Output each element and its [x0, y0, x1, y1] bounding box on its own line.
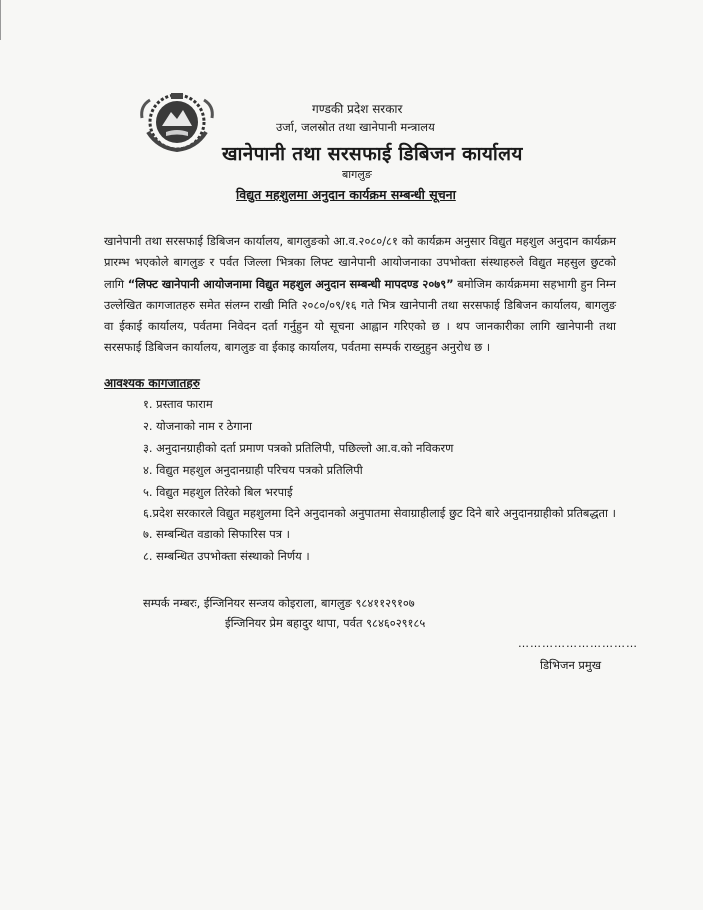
requirements-heading: आवश्यक कागजातहरु [104, 376, 200, 390]
body-emphasis: “लिफ्ट खानेपानी आयोजनामा विद्युत महशुल अनुदान सम्बन्धी मापदण्ड २०७९” [127, 276, 454, 291]
signature-title: डिभिजन प्रमुख [540, 658, 602, 672]
ministry-name: उर्जा, जलस्रोत तथा खानेपानी मन्त्रालय [276, 120, 435, 134]
list-item: ८. सम्बन्धित उपभोक्ता संस्थाको निर्णय । [143, 549, 310, 563]
notice-body [104, 231, 616, 359]
contact-line-1: सम्पर्क नम्बरः, ईन्जिनियर सन्जय कोइराला, बागलुङ ९८४११२९१०७ [143, 596, 415, 610]
notice-subject: विद्युत महशुलमा अनुदान कार्यक्रम सम्बन्धी सूचना [236, 187, 456, 202]
list-item: ४. विद्युत महशुल अनुदानग्राही परिचय पत्रको प्रतिलिपी [143, 463, 363, 477]
body-part-2: बमोजिम कार्यक्रममा सहभागी हुन निम्न उल्लेखित कागजातहरु समेत संलग्न राखी मिति २०८०/०९/१६ गते भित्र खानेपानी तथा सरसफाई डिबिजन कार्यालय, बागलुङ वा ईकाई कार्यालय, पर्वतमा निवेदन दर्ता गर्नुहुन यो सूचना आह्वान गरिएको छ । थप जानकारीका लागि खानेपानी तथा सरसफाई डिबिजन कार्यालय, बागलुङ वा ईकाइ कार्यालय, पर्वतमा सम्पर्क राख्नुहुन अनुरोध छ । [104, 276, 616, 355]
list-item: २. योजनाको नाम र ठेगाना [143, 419, 253, 433]
body-part-1: खानेपानी तथा सरसफाई डिबिजन कार्यालय, बागलुङको आ.व.२०८०/८१ को कार्यक्रम अनुसार विद्युत महशुल अनुदान कार्यक्रम प्रारम्भ भएकोले बागलुङ र पर्वत जिल्ला भित्रका लिफ्ट खानेपानी आयोजनाका उपभोक्ता संस्थाहरुले विद्युत महसुल छुटको लागि [104, 234, 616, 291]
government-emblem-icon [138, 88, 216, 154]
list-item: १. प्रस्ताव फाराम [143, 397, 213, 411]
list-item: ७. सम्बन्धित वडाको सिफारिस पत्र । [143, 527, 290, 541]
list-item: ३. अनुदानग्राहीको दर्ता प्रमाण पत्रको प्रतिलिपी, पछिल्लो आ.व.को नविकरण [143, 441, 454, 455]
requirements-list [143, 393, 618, 567]
government-name: गण्डकी प्रदेश सरकार [312, 102, 403, 116]
signature-line: ………………………… [518, 637, 638, 650]
office-title: खानेपानी तथा सरसफाई डिबिजन कार्यालय [222, 143, 523, 165]
list-item: ५. विद्युत महशुल तिरेको बिल भरपाई [143, 485, 293, 499]
contact-line-2: ईन्जिनियर प्रेम बहादुर थापा, पर्वत ९८४६०२९१८५ [225, 616, 426, 630]
list-item: ६.प्रदेश सरकारले विद्युत महशुलमा दिने अनुदानको अनुपातमा सेवाग्राहीलाई छुट दिने बारे अनुदानग्राहीको प्रतिबद्धता । [143, 506, 616, 520]
office-location: बागलुङ [342, 168, 372, 181]
scan-edge-mark [0, 0, 11, 40]
